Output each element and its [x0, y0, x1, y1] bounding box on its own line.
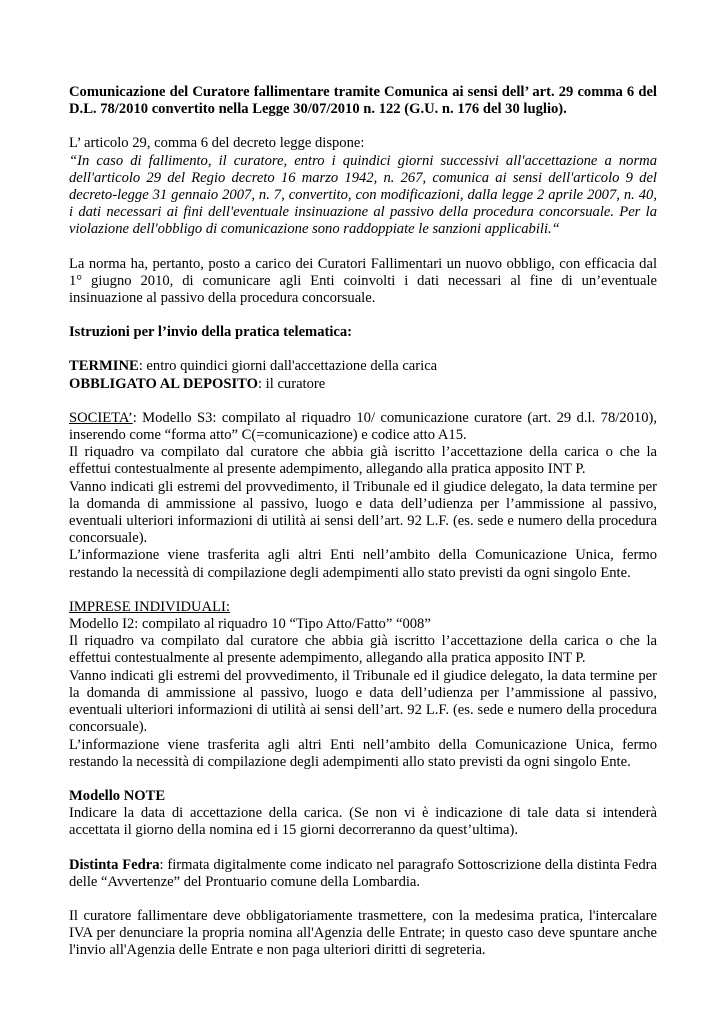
termine-label: TERMINE: [69, 358, 139, 375]
iva-paragraph: Il curatore fallimentare deve obbligatoriamente trasmettere, con la medesima pratica, l'intercalare IVA per denunciare la propria nomina all'Agenzia delle Entrate; in questo caso deve spuntare anche l'invio all'Agenzia delle Entrate e non paga ulteriori diritti di segreteria.: [69, 907, 657, 959]
societa-first: [69, 410, 657, 444]
note-text: Indicare la data di accettazione della carica. (Se non vi è indicazione di tale data si intenderà accettata il giorno della nomina ed i 15 giorni decorreranno da quest’ultima).: [69, 805, 657, 839]
societa-p1: Il riquadro va compilato dal curatore che abbia già iscritto l’accettazione della carica o che la effettui contestualmente al presente adempimento, allegando alla pratica apposito INT P.: [69, 444, 657, 478]
obbligato-text: : il curatore: [257, 375, 326, 392]
termine-line: [69, 358, 657, 375]
fedra-paragraph: [69, 857, 657, 891]
document-page: [69, 84, 657, 960]
termine-text: : entro quindici giorni dall'accettazione della carica: [138, 358, 438, 375]
law-quote: “In caso di fallimento, il curatore, entro i quindici giorni successivi all'accettazione a norma dell'articolo 29 del Regio decreto 16 marzo 1942, n. 267, comunica ai sensi dell'articolo 9 del decreto-legge 31 gennaio 2007, n. 7, convertito, con modificazioni, dalla legge 2 aprile 2007, n. 40, i dati necessari ai fini dell'eventuale insinuazione al passivo della procedura concorsuale. Per la violazione dell'obbligo di comunicazione sono raddoppiate le sanzioni applicabili.“: [69, 152, 657, 238]
intro-lead: L’ articolo 29, comma 6 del decreto legge dispone:: [69, 135, 365, 152]
imprese-p3: L’informazione viene trasferita agli altri Enti nell’ambito della Comunicazione Unica, fermo restando la necessità di compilazione degli adempimenti allo stato previsti da ogni singolo Ente.: [69, 736, 657, 770]
societa-p3: L’informazione viene trasferita agli altri Enti nell’ambito della Comunicazione Unica, fermo restando la necessità di compilazione degli adempimenti allo stato previsti da ogni singolo Ente.: [69, 547, 657, 581]
imprese-p1: Il riquadro va compilato dal curatore che abbia già iscritto l’accettazione della carica o che la effettui contestualmente al presente adempimento, allegando alla pratica apposito INT P.: [69, 633, 657, 667]
imprese-modello: Modello I2: compilato al riquadro 10 “Tipo Atto/Fatto” “008”: [69, 616, 431, 633]
societa-first-text: : Modello S3: compilato al riquadro 10/ comunicazione curatore (art. 29 d.l. 78/2010), inserendo come “forma atto” C(=comunicazione) e codice atto A15.: [69, 409, 657, 444]
imprese-label: IMPRESE INDIVIDUALI:: [69, 598, 230, 615]
societa-label: SOCIETA’: [69, 409, 133, 426]
istruzioni-heading: Istruzioni per l’invio della pratica telematica:: [69, 324, 353, 341]
fedra-label: Distinta Fedra: [69, 856, 160, 873]
fedra-text: : firmata digitalmente come indicato nel paragrafo Sottoscrizione della distinta Fedra delle “Avvertenze” del Prontuario comune della Lombardia.: [69, 856, 657, 890]
document-title: Comunicazione del Curatore fallimentare tramite Comunica ai sensi dell’ art. 29 comma 6 del D.L. 78/2010 convertito nella Legge 30/07/2010 n. 122 (G.U. n. 176 del 30 luglio).: [69, 84, 657, 118]
obbligato-label: OBBLIGATO AL DEPOSITO: [69, 375, 258, 392]
obbligato-line: [69, 376, 657, 393]
norma-paragraph: La norma ha, pertanto, posto a carico dei Curatori Fallimentari un nuovo obbligo, con efficacia dal 1° giugno 2010, di comunicare agli Enti coinvolti i dati necessari al fine di un’eventuale insinuazione al passivo della procedura concorsuale.: [69, 255, 657, 307]
imprese-p2: Vanno indicati gli estremi del provvedimento, il Tribunale ed il giudice delegato, la data termine per la domanda di ammissione al passivo, luogo e data dell’udienza per l’ammissione al passivo, eventuali ulteriori informazioni di utilità ai sensi dell’art. 92 L.F. (es. sede e numero della procedura concorsuale).: [69, 667, 657, 736]
note-heading: Modello NOTE: [69, 787, 166, 804]
societa-p2: Vanno indicati gli estremi del provvedimento, il Tribunale ed il giudice delegato, la data termine per la domanda di ammissione al passivo, luogo e data dell’udienza per l’ammissione al passivo, eventuali ulteriori informazioni di utilità ai sensi dell’art. 92 L.F. (es. sede e numero della procedura concorsuale).: [69, 478, 657, 547]
